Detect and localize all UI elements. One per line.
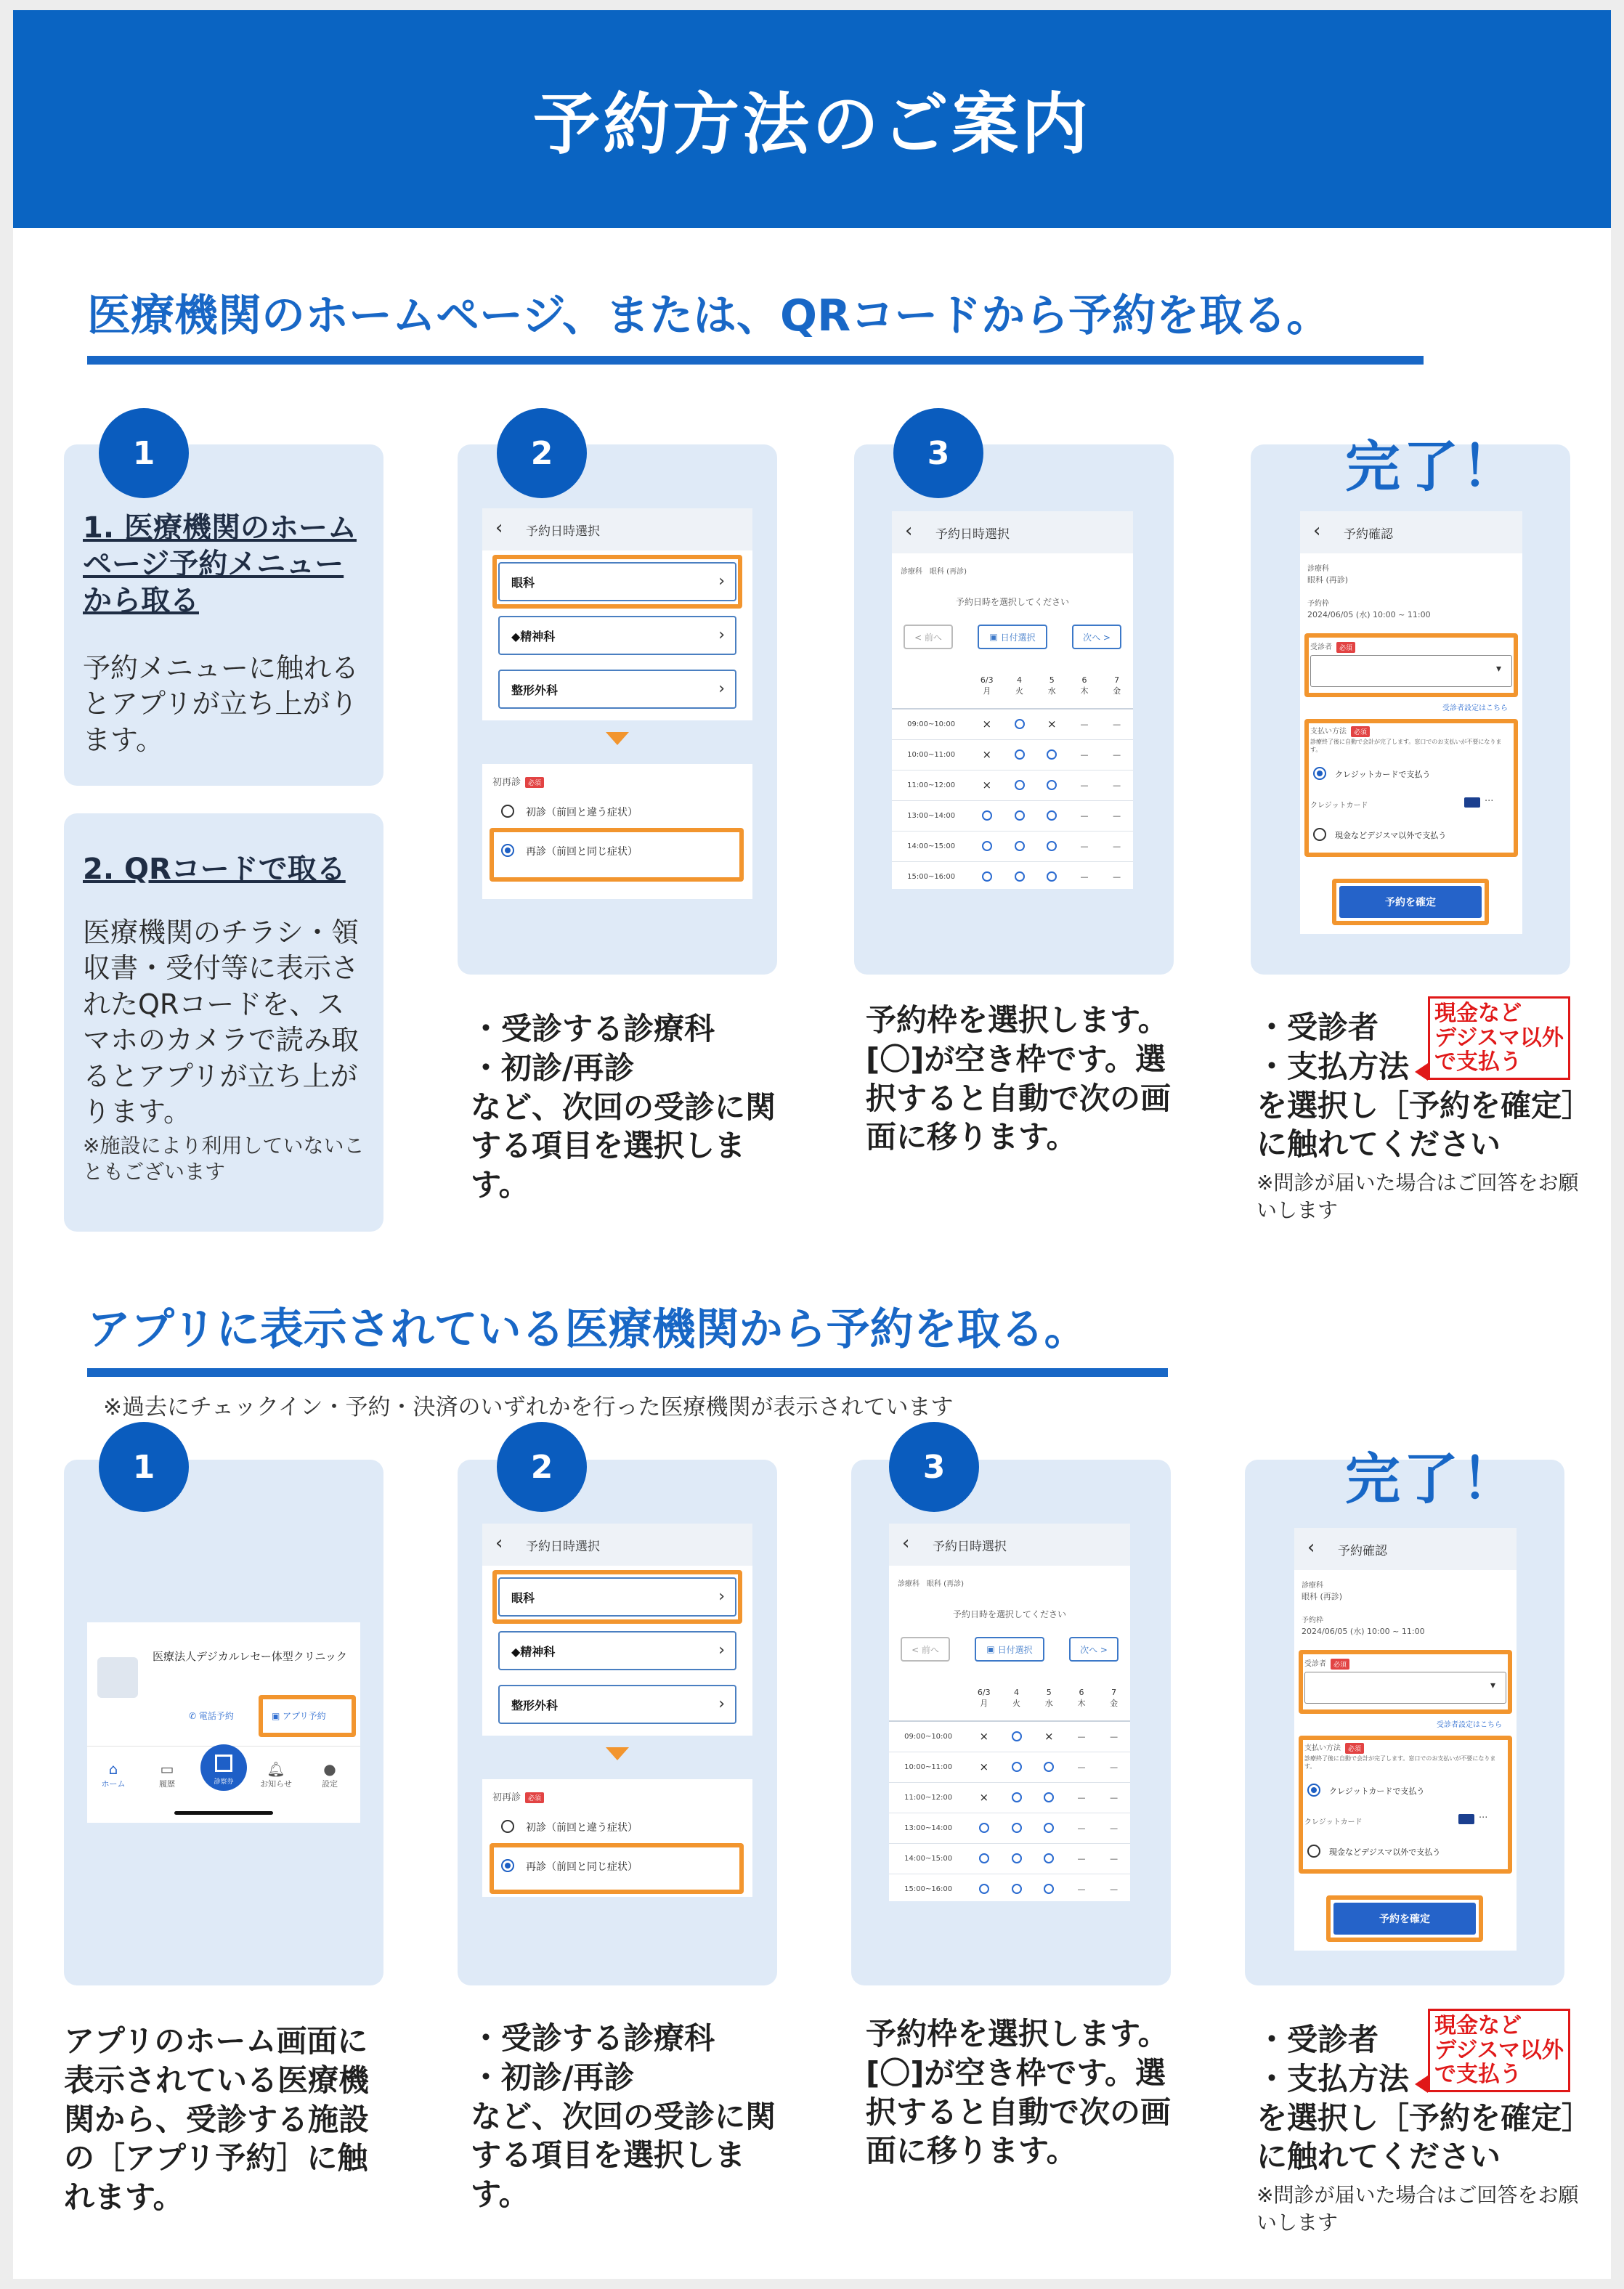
- slot-available[interactable]: [1003, 739, 1036, 770]
- s1-step1-b-note: ※施設により利用していないこともございます: [83, 1134, 365, 1184]
- calendar-title: 予約日時選択: [933, 1539, 1007, 1554]
- slot-row: [892, 800, 1133, 831]
- slot-closed: —: [1097, 1782, 1130, 1813]
- highlight-frame: [490, 828, 744, 882]
- s2-home-screen: [87, 1622, 360, 1823]
- slot-available[interactable]: [970, 800, 1003, 831]
- highlight-frame: [1332, 879, 1489, 925]
- section2-note: ※過去にチェックイン・予約・決済のいずれかを行った医療機関が表示されています: [103, 1394, 954, 1420]
- slot-closed: —: [1097, 1752, 1130, 1782]
- day-header: 6/3 月: [967, 1676, 1000, 1721]
- first-visit-radio[interactable]: [501, 805, 514, 818]
- slot-row: [892, 861, 1133, 889]
- s1-step4-rest: を選択し［予約を確定］に触れてください: [1256, 1087, 1593, 1163]
- card-label: クレジットカード: [1310, 802, 1368, 810]
- repeat-visit-label: 再診（前回と同じ症状）: [526, 846, 638, 858]
- slot-closed: —: [1065, 1721, 1098, 1752]
- availability-table: [892, 664, 1133, 889]
- qr-scan-button[interactable]: [200, 1744, 247, 1791]
- next-button[interactable]: 次へ >: [1072, 625, 1121, 649]
- slot-closed: —: [1065, 1782, 1098, 1813]
- slot-available[interactable]: [970, 831, 1003, 861]
- cash-label: 現金などデジスマ以外で支払う: [1329, 1847, 1441, 1857]
- confirm-reservation-button[interactable]: 予約を確定: [1333, 1903, 1476, 1935]
- slot-full: ×: [1036, 709, 1068, 739]
- slot-available[interactable]: [1033, 1874, 1065, 1901]
- slot-time: 14:00~15:00: [892, 831, 970, 861]
- home-icon: ⌂: [108, 1760, 118, 1778]
- page: [13, 10, 1611, 2279]
- s2-step2-card: [458, 1460, 777, 1985]
- day-header: 6 木: [1065, 1676, 1098, 1721]
- availability-table: [889, 1676, 1130, 1901]
- slot-full: ×: [970, 739, 1003, 770]
- s1-confirm-screen: [1300, 511, 1522, 934]
- slot-available[interactable]: [1003, 831, 1036, 861]
- section1-title: 医療機関のホームページ、または、QRコードから予約を取る。: [87, 290, 1331, 341]
- confirm-header: [1294, 1528, 1517, 1570]
- confirm-title: 予約確認: [1338, 1543, 1387, 1558]
- back-arrow-icon[interactable]: ‹: [905, 520, 913, 542]
- s2-cash-note: 現金など デジスマ以外 で支払う: [1428, 2009, 1570, 2092]
- next-button[interactable]: 次へ >: [1069, 1637, 1118, 1662]
- app-reserve-link[interactable]: ▣ アプリ予約: [272, 1711, 326, 1721]
- dept-button-2[interactable]: [498, 1685, 736, 1724]
- s2-step3-badge: 3: [889, 1422, 979, 1512]
- dept-value: 眼科 (再診): [1302, 1592, 1343, 1601]
- slot-available[interactable]: [1003, 861, 1036, 889]
- dept-value: 眼科 (再診): [1307, 575, 1349, 585]
- payment-help: 診療終了後に自動で会計が完了します。窓口でのお支払いが不要になります。: [1304, 1755, 1496, 1770]
- slot-available[interactable]: [1003, 709, 1036, 739]
- slot-time: 11:00~12:00: [889, 1782, 967, 1813]
- slot-time: 15:00~16:00: [892, 861, 970, 889]
- slot-time: 09:00~10:00: [889, 1721, 967, 1752]
- credit-label: クレジットカードで支払う: [1329, 1786, 1425, 1796]
- s2-red-pointer: [1415, 2075, 1428, 2093]
- slot-closed: —: [1097, 1843, 1130, 1874]
- chevron-right-icon: ›: [718, 1695, 725, 1713]
- first-visit-label: 初診（前回と違う症状）: [526, 1822, 638, 1834]
- s1-calendar-screen: [892, 511, 1133, 889]
- chevron-right-icon: ›: [718, 572, 725, 590]
- s1-step1-badge: 1: [99, 408, 189, 498]
- phone-reserve-link[interactable]: ✆ 電話予約: [189, 1711, 234, 1721]
- s1-step1-a-text: 予約メニューに触れるとアプリが立ち上がります。: [83, 652, 360, 756]
- s1-step4-note: ※問診が届いた場合はご回答をお願いします: [1256, 1171, 1579, 1222]
- day-header: 7 金: [1097, 1676, 1130, 1721]
- s1-step2-badge: 2: [497, 408, 587, 498]
- slot-closed: —: [1097, 1813, 1130, 1843]
- calendar-icon: ▣: [986, 1644, 998, 1654]
- back-arrow-icon[interactable]: ‹: [495, 517, 503, 539]
- payment-label: 支払い方法 必須: [1310, 725, 1370, 737]
- calendar-prompt: 予約日時を選択してください: [955, 597, 1069, 607]
- s2-step4-card: [1245, 1460, 1564, 1985]
- section2-underline: [87, 1368, 1168, 1377]
- s1-step4-line1: ・受診者: [1256, 1009, 1379, 1045]
- date-picker-button[interactable]: ▣ 日付選択: [978, 625, 1047, 649]
- dept-button-1[interactable]: [498, 1631, 736, 1670]
- day-header: 5 水: [1036, 664, 1068, 709]
- s1-select-screen: [482, 508, 752, 899]
- more-icon[interactable]: ···: [1485, 796, 1494, 807]
- s1-step3-badge: 3: [893, 408, 983, 498]
- bell-icon: 🔔︎: [267, 1760, 285, 1778]
- slot-available[interactable]: [1036, 739, 1068, 770]
- highlight-frame: [1299, 1736, 1512, 1874]
- slot-row: [892, 739, 1133, 770]
- person-icon: ●: [323, 1760, 336, 1778]
- date-value: 2024/06/05 (水) 10:00 ~ 11:00: [1307, 610, 1431, 619]
- slot-full: ×: [970, 770, 1003, 800]
- slot-closed: —: [1097, 1874, 1130, 1901]
- slot-closed: —: [1065, 1752, 1098, 1782]
- slot-closed: —: [1068, 861, 1101, 889]
- calendar-header: [889, 1524, 1130, 1566]
- slot-available[interactable]: [1033, 1782, 1065, 1813]
- slot-available[interactable]: [1000, 1782, 1033, 1813]
- down-arrow-icon: [606, 732, 629, 745]
- dept-button-2[interactable]: [498, 670, 736, 709]
- slot-closed: —: [1097, 1721, 1130, 1752]
- slot-row: [889, 1843, 1130, 1874]
- back-arrow-icon[interactable]: ‹: [1313, 520, 1321, 542]
- calendar-prompt: 予約日時を選択してください: [952, 1609, 1066, 1619]
- slot-closed: —: [1100, 861, 1133, 889]
- s2-step3-card: [851, 1460, 1171, 1985]
- confirm-header: [1300, 511, 1522, 553]
- dept-label: ◆精神科: [511, 1644, 556, 1659]
- calendar-title: 予約日時選択: [935, 526, 1010, 542]
- slot-time: 09:00~10:00: [892, 709, 970, 739]
- slot-available[interactable]: [1036, 770, 1068, 800]
- dept-label: 診療科: [1302, 1582, 1323, 1590]
- s2-step4-line2: ・支払方法: [1256, 2060, 1410, 2097]
- slot-closed: —: [1068, 739, 1101, 770]
- slot-time: 13:00~14:00: [892, 800, 970, 831]
- dept-label: ◆精神科: [511, 629, 556, 643]
- slot-closed: —: [1100, 770, 1133, 800]
- banner: [13, 10, 1611, 228]
- s1-red-pointer: [1415, 1063, 1428, 1081]
- date-value: 2024/06/05 (水) 10:00 ~ 11:00: [1302, 1627, 1425, 1636]
- slot-closed: —: [1100, 739, 1133, 770]
- home-indicator: [174, 1811, 273, 1815]
- dept-label: 整形外科: [511, 683, 559, 697]
- highlight-frame: [490, 1843, 744, 1894]
- section2-title: アプリに表示されている医療機関から予約を取る。: [87, 1304, 1088, 1355]
- banner-title: 予約方法のご案内: [532, 86, 1091, 163]
- slot-available[interactable]: [967, 1813, 1000, 1843]
- s2-step1-badge: 1: [99, 1422, 189, 1512]
- tab-history[interactable]: ▭ 履歴: [145, 1760, 189, 1789]
- s2-step1-card: [64, 1460, 383, 1985]
- dept-label: 眼科: [511, 575, 535, 590]
- slot-row: [892, 831, 1133, 861]
- slot-closed: —: [1100, 831, 1133, 861]
- date-label: 予約枠: [1302, 1617, 1323, 1625]
- slot-full: ×: [970, 709, 1003, 739]
- slot-time: 10:00~11:00: [892, 739, 970, 770]
- patient-settings-link[interactable]: 受診者設定はこちら: [1442, 704, 1508, 712]
- payment-label: 支払い方法 必須: [1304, 1741, 1364, 1754]
- slot-available[interactable]: [1036, 861, 1068, 889]
- slot-closed: —: [1065, 1813, 1098, 1843]
- slot-available[interactable]: [1033, 1843, 1065, 1874]
- back-arrow-icon[interactable]: ‹: [902, 1532, 910, 1554]
- phone-icon: ✆: [189, 1711, 199, 1721]
- day-header: 6 木: [1068, 664, 1101, 709]
- slot-time: 13:00~14:00: [889, 1813, 967, 1843]
- slot-available[interactable]: [1033, 1752, 1065, 1782]
- slot-available[interactable]: [1003, 770, 1036, 800]
- s2-step4-line1: ・受診者: [1256, 2022, 1379, 2057]
- repeat-visit-label: 再診（前回と同じ症状）: [526, 1861, 638, 1873]
- s1-step1-b-title[interactable]: 2. QRコードで取る: [83, 853, 346, 886]
- s2-step2-badge: 2: [497, 1422, 587, 1512]
- slot-time: 10:00~11:00: [889, 1752, 967, 1782]
- first-visit-radio[interactable]: [501, 1820, 514, 1833]
- slot-row: [889, 1721, 1130, 1752]
- first-visit-label: 初診（前回と違う症状）: [526, 807, 638, 818]
- cash-label: 現金などデジスマ以外で支払う: [1335, 831, 1447, 840]
- tab-notice[interactable]: 🔔︎ お知らせ: [254, 1760, 298, 1789]
- qr-icon: [215, 1755, 232, 1772]
- date-picker-button[interactable]: ▣ 日付選択: [975, 1637, 1044, 1662]
- calendar-header: [892, 511, 1133, 553]
- s1-step2-card: [458, 444, 777, 975]
- dept-label: 眼科: [511, 1590, 535, 1605]
- s2-done-heading: 完了！: [1345, 1447, 1519, 1511]
- s1-step3-card: [854, 444, 1174, 975]
- s2-calendar-screen: [889, 1524, 1130, 1901]
- s1-step1-b-text: 医療機関のチラシ・領収書・受付等に表示されたQRコードを、スマホのカメラで読み取るとアプリが立ち上がります。: [83, 916, 360, 1128]
- tab-home[interactable]: ⌂ ホーム: [92, 1760, 135, 1789]
- highlight-frame: [259, 1695, 356, 1737]
- payment-help: 診療終了後に自動で会計が完了します。窓口でのお支払いが不要になります。: [1310, 739, 1502, 753]
- slot-closed: —: [1100, 800, 1133, 831]
- down-arrow-icon: [606, 1747, 629, 1760]
- confirm-title: 予約確認: [1344, 526, 1393, 542]
- slot-available[interactable]: [967, 1843, 1000, 1874]
- back-arrow-icon[interactable]: ‹: [495, 1532, 503, 1554]
- highlight-frame: [1304, 719, 1518, 857]
- slot-available[interactable]: [970, 861, 1003, 889]
- slot-closed: —: [1068, 831, 1101, 861]
- slot-full: ×: [967, 1782, 1000, 1813]
- more-icon[interactable]: ···: [1479, 1813, 1488, 1824]
- slot-closed: —: [1068, 709, 1101, 739]
- slot-row: [889, 1752, 1130, 1782]
- day-header: 4 火: [1000, 1676, 1033, 1721]
- s1-cash-note: 現金など デジスマ以外 で支払う: [1428, 996, 1570, 1080]
- slot-available[interactable]: [1036, 800, 1068, 831]
- visit-type-label: 初再診 必須: [492, 774, 544, 788]
- day-header: 5 水: [1033, 1676, 1065, 1721]
- calendar-icon: ▣: [272, 1711, 283, 1721]
- slot-available[interactable]: [1036, 831, 1068, 861]
- slot-available[interactable]: [967, 1874, 1000, 1901]
- s2-step4-note: ※問診が届いた場合はご回答をお願いします: [1256, 2183, 1579, 2235]
- credit-label: クレジットカードで支払う: [1335, 770, 1431, 779]
- chevron-right-icon: ›: [718, 1641, 725, 1659]
- slot-full: ×: [1033, 1721, 1065, 1752]
- date-label: 予約枠: [1307, 600, 1329, 608]
- dept-button-1[interactable]: [498, 616, 736, 655]
- chevron-right-icon: ›: [718, 1587, 725, 1606]
- slot-time: 11:00~12:00: [892, 770, 970, 800]
- s1-step3-desc: 予約枠を選択します。[〇]が空き枠です。選択すると自動で次の画面に移ります。: [866, 1002, 1172, 1155]
- s1-step1-card-a: [64, 444, 383, 786]
- slot-closed: —: [1065, 1874, 1098, 1901]
- s2-step3-desc: 予約枠を選択します。[〇]が空き枠です。選択すると自動で次の画面に移ります。: [866, 2016, 1172, 2169]
- slot-full: ×: [967, 1752, 1000, 1782]
- s1-step4-line2: ・支払方法: [1256, 1048, 1410, 1084]
- highlight-frame: [492, 1570, 742, 1624]
- slot-closed: —: [1100, 709, 1133, 739]
- s1-step1-card-b: [64, 813, 383, 1232]
- slot-full: ×: [967, 1721, 1000, 1752]
- dept-label: 診療科: [1307, 565, 1329, 573]
- chevron-right-icon: ›: [718, 626, 725, 644]
- slot-row: [889, 1782, 1130, 1813]
- s2-confirm-screen: [1294, 1528, 1517, 1951]
- dept-label: 整形外科: [511, 1698, 559, 1712]
- tab-settings[interactable]: ● 設定: [308, 1760, 352, 1789]
- section1-underline: [87, 356, 1424, 365]
- select-screen-title: 予約日時選択: [526, 524, 600, 539]
- slot-available[interactable]: [1003, 800, 1036, 831]
- slot-available[interactable]: [1033, 1813, 1065, 1843]
- prev-button[interactable]: < 前へ: [904, 625, 953, 649]
- visit-type-label: 初再診 必須: [492, 1789, 544, 1803]
- slot-available[interactable]: [1000, 1874, 1033, 1901]
- card-label: クレジットカード: [1304, 1818, 1363, 1826]
- slot-time: 15:00~16:00: [889, 1874, 967, 1901]
- s1-step4-card: [1251, 444, 1570, 975]
- highlight-frame: [1304, 633, 1518, 697]
- day-header: 7 金: [1100, 664, 1133, 709]
- s2-step4-rest: を選択し［予約を確定］に触れてください: [1256, 2099, 1593, 2175]
- s1-step2-desc: ・受診する診療科 ・初診/再診 など、次回の受診に関する項目を選択します。: [471, 1011, 776, 1203]
- day-header: 6/3 月: [970, 664, 1003, 709]
- back-arrow-icon[interactable]: ‹: [1307, 1537, 1315, 1558]
- slot-row: [889, 1874, 1130, 1901]
- select-screen-header: [482, 1524, 752, 1566]
- slot-available[interactable]: [1000, 1813, 1033, 1843]
- slot-row: [889, 1813, 1130, 1843]
- day-header: 4 火: [1003, 664, 1036, 709]
- confirm-reservation-button[interactable]: 予約を確定: [1339, 886, 1482, 918]
- clinic-thumbnail-icon: [97, 1657, 138, 1698]
- patient-settings-link[interactable]: 受診者設定はこちら: [1437, 1721, 1502, 1729]
- highlight-frame: [1299, 1650, 1512, 1714]
- card-icon: ▭: [160, 1760, 174, 1778]
- highlight-frame: [492, 555, 742, 609]
- slot-row: [892, 770, 1133, 800]
- s2-step1-desc: アプリのホーム画面に表示されている医療機関から、受診する施設の［アプリ予約］に触れます。: [64, 2023, 370, 2215]
- calendar-dept-line: 診療科 眼科 (再診): [898, 1580, 964, 1588]
- s2-step2-desc: ・受診する診療科 ・初診/再診 など、次回の受診に関する項目を選択します。: [471, 2020, 776, 2212]
- slot-available[interactable]: [1000, 1752, 1033, 1782]
- s2-select-screen: [482, 1524, 752, 1897]
- select-screen-header: [482, 508, 752, 550]
- slot-closed: —: [1068, 800, 1101, 831]
- slot-row: [892, 709, 1133, 739]
- slot-closed: —: [1068, 770, 1101, 800]
- slot-available[interactable]: [1000, 1843, 1033, 1874]
- calendar-icon: ▣: [989, 632, 1001, 642]
- slot-time: 14:00~15:00: [889, 1843, 967, 1874]
- clinic-name[interactable]: 医療法人デジカルレセー体型クリニック: [153, 1650, 347, 1663]
- highlight-frame: [1326, 1895, 1483, 1942]
- slot-available[interactable]: [1000, 1721, 1033, 1752]
- slot-closed: —: [1065, 1843, 1098, 1874]
- select-screen-title: 予約日時選択: [526, 1539, 600, 1554]
- patient-label: 受診者 必須: [1304, 1657, 1349, 1670]
- patient-label: 受診者 必須: [1310, 641, 1355, 653]
- s1-done-heading: 完了！: [1345, 434, 1519, 499]
- qr-label: 診察券: [214, 1778, 234, 1786]
- prev-button[interactable]: < 前へ: [901, 1637, 950, 1662]
- chevron-right-icon: ›: [718, 680, 725, 698]
- calendar-dept-line: 診療科 眼科 (再診): [901, 568, 967, 576]
- s1-step1-a-title[interactable]: 1. 医療機関のホーム ページ予約メニュー から取る: [83, 511, 357, 617]
